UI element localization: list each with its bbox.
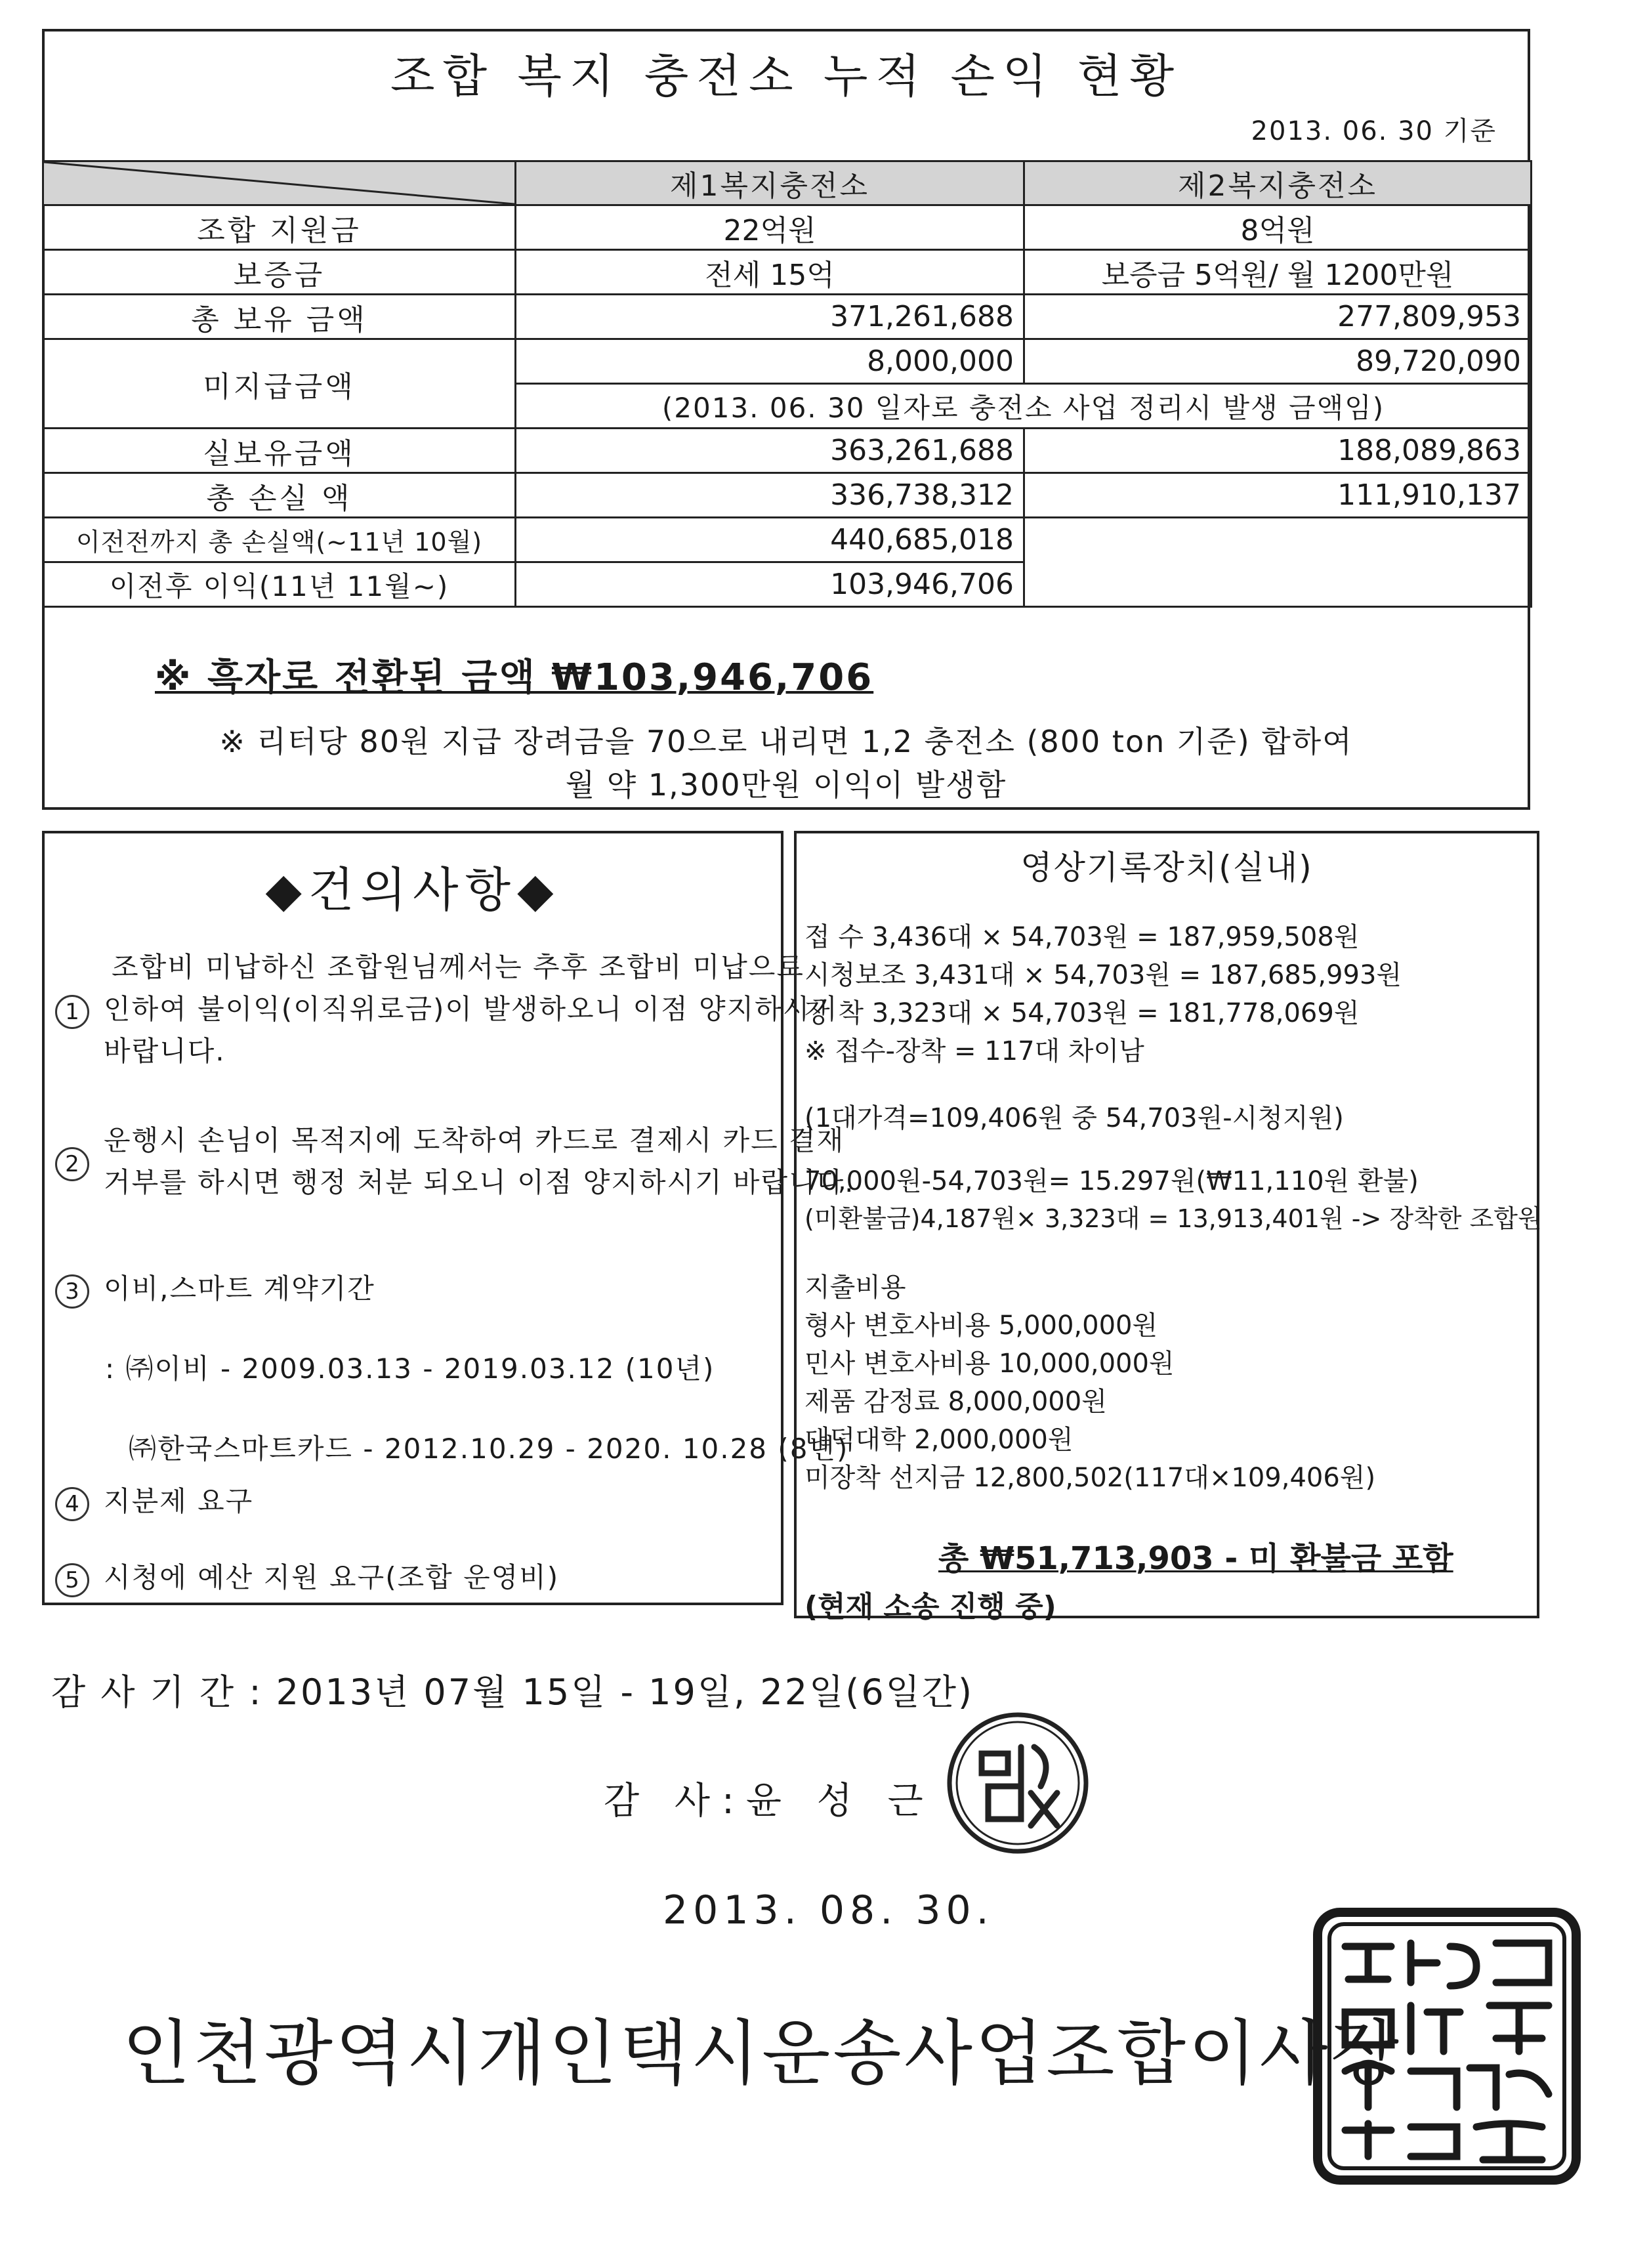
table-cell: 89,720,090	[1024, 339, 1532, 384]
turn-profit-line: ※ 흑자로 전환된 금액 ₩103,946,706	[155, 656, 874, 699]
suggestion-2-line: 운행시 손님이 목적지에 도착하여 카드로 결제시 카드 결재	[104, 1124, 845, 1156]
table-row	[43, 295, 1532, 339]
diagonal-header-cell	[43, 161, 516, 205]
row-label: 미지급금액	[43, 339, 516, 429]
table-cell: 277,809,953	[1024, 295, 1532, 339]
note-line-2: 월 약 1,300만원 이익이 발생함	[565, 767, 1007, 803]
auditor-name: 감 사:윤 성 근	[604, 1780, 935, 1822]
table-cell: 103,946,706	[516, 562, 1024, 607]
suggestion-1-number: 1	[55, 995, 89, 1029]
table-cell: 보증금 5억원/ 월 1200만원	[1024, 250, 1532, 295]
table-row	[43, 518, 1532, 562]
table-row	[43, 429, 1532, 473]
page-title: 조합 복지 충전소 누적 손익 현황	[390, 49, 1182, 103]
row-label: 조합 지원금	[43, 205, 516, 250]
table-cell: 363,261,688	[516, 429, 1024, 473]
row-label: 실보유금액	[43, 429, 516, 473]
table-cell: 8억원	[1024, 205, 1532, 250]
suggestion-5-number: 5	[55, 1563, 89, 1597]
row-label: 이전후 이익(11년 11월~)	[43, 562, 516, 607]
auditor-seal	[942, 1708, 1093, 1858]
table-row	[43, 205, 1532, 250]
organization-seal	[1312, 1907, 1581, 2185]
table-cell: 336,738,312	[516, 473, 1024, 518]
table-cell: 440,685,018	[516, 518, 1024, 562]
suggestion-3-sub: ㈜한국스마트카드 - 2012.10.29 - 2020. 10.28 (8년)	[129, 1433, 849, 1465]
suggestion-3-text: 이비,스마트 계약기간	[104, 1272, 375, 1305]
recording-line: 미장착 선지금 12,800,502(117대×109,406원)	[804, 1463, 1376, 1493]
footer-date: 2013. 08. 30.	[663, 1887, 994, 1933]
recording-line: 대덕대학 2,000,000원	[804, 1425, 1074, 1455]
cost-total: 총 ₩51,713,903 - 미 환불금 포함	[938, 1540, 1453, 1577]
recording-line: 제품 감정료 8,000,000원	[804, 1387, 1107, 1417]
recording-title: 영상기록장치(실내)	[1020, 849, 1313, 887]
row-label: 이전전까지 총 손실액(~11년 10월)	[43, 518, 516, 562]
row-label: 총 손실 액	[43, 473, 516, 518]
table-row	[43, 250, 1532, 295]
suggestion-2-line: 거부를 하시면 행정 처분 되오니 이점 양지하시기 바랍니다.	[104, 1166, 855, 1198]
table-row	[43, 339, 1532, 384]
suggestions-title: ◆건의사항◆	[265, 862, 560, 917]
row-label: 총 보유 금액	[43, 295, 516, 339]
recording-line: 민사 변호사비용 10,000,000원	[804, 1349, 1175, 1379]
suggestion-1-line: 조합비 미납하신 조합원님께서는 추후 조합비 미납으로	[112, 951, 804, 983]
note-line-1: ※ 리터당 80원 지급 장려금을 70으로 내리면 1,2 충전소 (800 ton 기준) 합하여	[219, 724, 1353, 759]
table-header-row	[43, 161, 1532, 205]
organization-name: 인천광역시개인택시운송사업조합이사장	[122, 2013, 1402, 2095]
unpaid-note: (2013. 06. 30 일자로 충전소 사업 정리시 발생 금액임)	[516, 384, 1532, 429]
table-cell: 111,910,137	[1024, 473, 1532, 518]
recording-line: 형사 변호사비용 5,000,000원	[804, 1311, 1158, 1341]
suggestion-5-text: 시청에 예산 지원 요구(조합 운영비)	[104, 1561, 560, 1593]
suggestion-1-line: 바랍니다.	[104, 1035, 226, 1067]
suggestion-3-sub: : ㈜이비 - 2009.03.13 - 2019.03.12 (10년)	[105, 1353, 715, 1385]
suggestion-1-line: 인하여 불이익(이직위로금)이 발생하오니 이점 양지하시기	[104, 993, 839, 1025]
recording-line: 70,000원-54,703원= 15.297원(₩11,110원 환불)	[804, 1166, 1419, 1196]
lawsuit-note: (현재 소송 진행 중)	[804, 1590, 1056, 1624]
base-date: 2013. 06. 30 기준	[1251, 116, 1497, 146]
profit-loss-table	[42, 160, 1532, 608]
row-label: 보증금	[43, 250, 516, 295]
audit-period: 감 사 기 간 : 2013년 07월 15일 - 19일, 22일(6일간)	[51, 1671, 974, 1713]
empty-cell	[1024, 518, 1532, 607]
column-header-station1: 제1복지충전소	[516, 161, 1024, 205]
table-cell: 188,089,863	[1024, 429, 1532, 473]
table-cell: 전세 15억	[516, 250, 1024, 295]
recording-line: 지출비용	[804, 1272, 906, 1303]
recording-line: (1대가격=109,406원 중 54,703원-시청지원)	[804, 1103, 1344, 1133]
suggestion-3-number: 3	[55, 1274, 89, 1309]
table-row	[43, 473, 1532, 518]
recording-line: 장 착 3,323대 × 54,703원 = 181,778,069원	[804, 998, 1360, 1028]
column-header-station2: 제2복지충전소	[1024, 161, 1532, 205]
recording-line: (미환불금)4,187원× 3,323대 = 13,913,401원 -> 장착한 조합원	[804, 1204, 1542, 1233]
recording-line: ※ 접수-장착 = 117대 차이남	[804, 1036, 1144, 1066]
recording-line: 접 수 3,436대 × 54,703원 = 187,959,508원	[804, 922, 1360, 952]
table-cell: 22억원	[516, 205, 1024, 250]
recording-line: 시청보조 3,431대 × 54,703원 = 187,685,993원	[804, 960, 1402, 990]
suggestion-4-number: 4	[55, 1487, 89, 1521]
table-cell: 371,261,688	[516, 295, 1024, 339]
table-cell: 8,000,000	[516, 339, 1024, 384]
suggestion-2-number: 2	[55, 1147, 89, 1181]
suggestion-4-text: 지분제 요구	[104, 1485, 254, 1517]
